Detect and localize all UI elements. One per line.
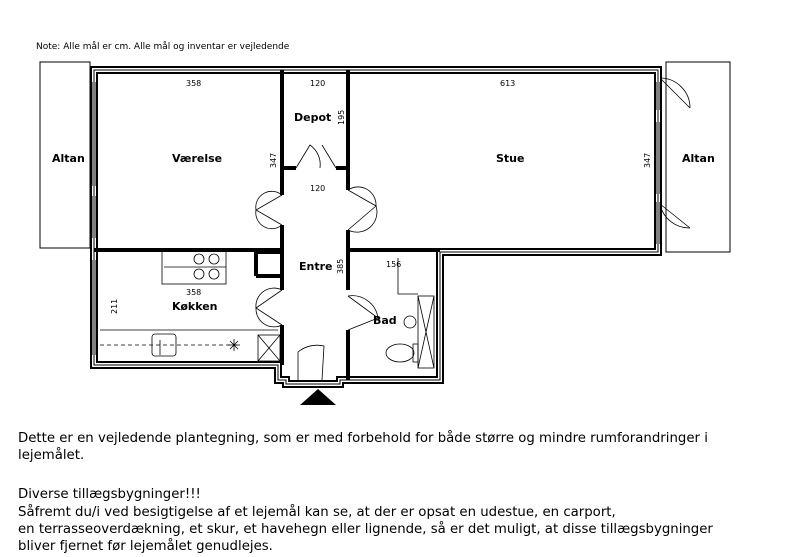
entrance-arrow <box>300 389 336 405</box>
diverse-line-3: bliver fjernet før lejemålet genudlejes. <box>18 539 273 554</box>
dim-koekken-height: 211 <box>110 298 119 314</box>
outer-walls <box>94 70 658 384</box>
label-altan-right: Altan <box>682 152 715 165</box>
dim-bad-width: 156 <box>386 260 402 269</box>
dim-hall-width: 120 <box>310 184 326 193</box>
dim-vaerelse-width: 358 <box>186 79 202 88</box>
dim-depot-height: 195 <box>337 109 346 125</box>
description-paragraph: Dette er en vejledende plantegning, som er med forbehold for både større og mindre rumforandringer i lejemålet. <box>18 431 708 463</box>
label-entre: Entre <box>299 260 333 273</box>
dim-stue-height: 347 <box>643 152 652 168</box>
label-bad: Bad <box>373 314 397 327</box>
label-vaerelse: Værelse <box>172 152 223 165</box>
interior-walls <box>94 70 440 380</box>
dim-koekken-width: 358 <box>186 288 202 297</box>
dim-stue-width: 613 <box>500 79 516 88</box>
plan-note: Note: Alle mål er cm. Alle mål og inventar er vejledende <box>36 42 290 52</box>
dim-depot-width: 120 <box>310 79 326 88</box>
dim-vaerelse-height: 347 <box>269 152 278 168</box>
label-altan-left: Altan <box>52 152 85 165</box>
dim-entre-height: 385 <box>336 258 345 274</box>
label-stue: Stue <box>496 152 525 165</box>
diverse-line-2: en terrasseoverdækning, et skur, et havehegn eller lignende, så er det muligt, at disse tillægsbygninger <box>18 522 713 537</box>
label-depot: Depot <box>294 111 332 124</box>
diverse-line-1: Såfremt du/i ved besigtigelse af et lejemål kan se, at der er opsat en udestue, en carport, <box>18 505 616 520</box>
label-koekken: Køkken <box>172 300 218 313</box>
bathroom-fixtures <box>386 258 434 368</box>
diverse-title: Diverse tillægsbygninger!!! <box>18 487 201 502</box>
